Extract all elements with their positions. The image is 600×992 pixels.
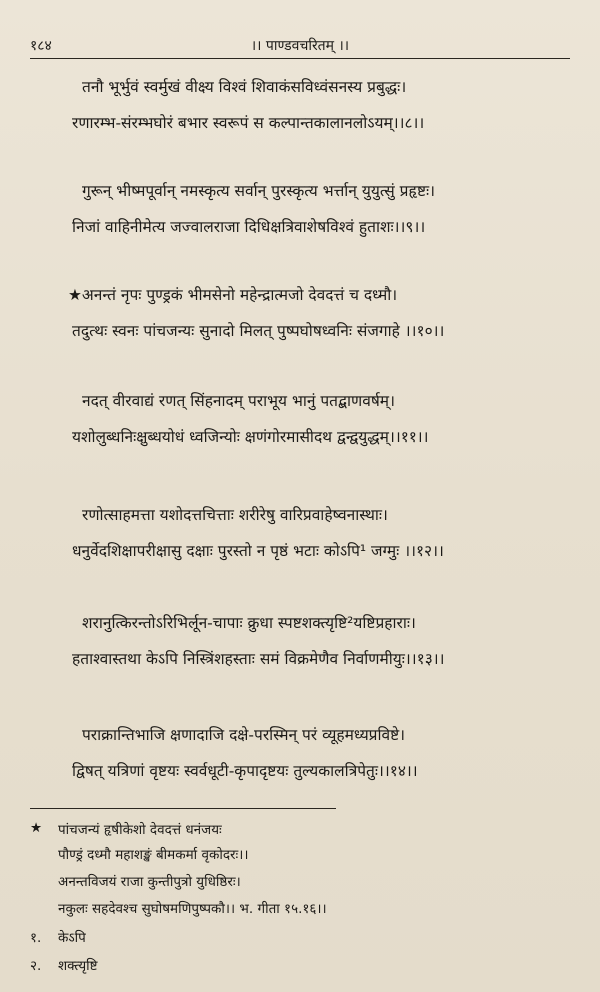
footnote-text: अनन्तविजयं राजा कुन्तीपुत्रो युधिष्ठिरः। [58, 874, 241, 890]
verse-line: द्विषत् यत्रिणां वृष्टयः स्वर्वधूटी-कृपादृष्टयः तुल्यकालत्रिपेतुः।।१४।। [72, 762, 418, 780]
verse-line: रणोत्साहमत्ता यशोदत्तचित्ताः शरीरेषु वारिप्रवाहेष्वनास्थाः। [82, 506, 388, 524]
verse-line: शरानुत्किरन्तोऽरिभिर्लून-चापाः क्रुधा स्पष्टशक्त्यृष्टि²यष्टिप्रहाराः। [82, 614, 416, 632]
footnote-marker: ★ [30, 820, 43, 836]
footnote-text: केऽपि [58, 930, 86, 946]
running-title: ।। पाण्डवचरितम् ।। [250, 38, 350, 54]
verse-line: तनौ भूर्भुवं स्वर्मुखं वीक्ष्य विश्वं शिवाकंसविध्वंसनस्य प्रबुद्धः। [82, 78, 407, 96]
verse-line: पराक्रान्तिभाजि क्षणादाजि दक्षे-परस्मिन् परं व्यूहमध्यप्रविष्टे। [82, 726, 406, 744]
footnote-marker: २. [30, 958, 42, 974]
verse-line: नदत् वीरवाद्यं रणत् सिंहनादम् पराभूय भानुं पतद्बाणवर्षम्। [82, 392, 395, 410]
verse-line: हताश्वास्तथा केऽपि निस्त्रिंशहस्ताः समं विक्रमेणैव निर्वाणमीयुः।।१३।। [72, 650, 445, 668]
footnote-rule [30, 808, 336, 809]
verse-line: ★अनन्तं नृपः पुण्ड्रकं भीमसेनो महेन्द्रात्मजो देवदत्तं च दध्मौ। [68, 286, 398, 304]
page-header [30, 36, 570, 56]
verse-line: निजां वाहिनीमेत्य जज्वालराजा दिधिक्षत्रिवाशेषविश्वं हुताशः।।९।। [72, 218, 426, 236]
footnote-text: नकुलः सहदेवश्च सुघोषमणिपुष्पकौ।। भ. गीता १५.१६।। [58, 901, 327, 917]
header-rule [30, 58, 570, 59]
footnote-text: शक्त्यृष्टि [58, 958, 98, 974]
verse-line: यशोलुब्धनिःक्षुब्धयोधं ध्वजिन्योः क्षणंगोरमासीदथ द्वन्द्वयुद्धम्।।११।। [72, 428, 429, 446]
verse-line: धनुर्वेदशिक्षापरीक्षासु दक्षाः पुरस्तो न पृष्ठं भटाः कोऽपि¹ जग्मुः ।।१२।। [72, 542, 444, 560]
footnote-marker: १. [30, 930, 42, 946]
footnote-text: पांचजन्यं हृषीकेशो देवदत्तं धनंजयः [58, 822, 222, 838]
footnote-text: पौण्ड्रं दध्मौ महाशङ्खं बीमकर्मा वृकोदरः।। [58, 847, 249, 863]
verse-line: गुरून् भीष्मपूर्वान् नमस्कृत्य सर्वान् पुरस्कृत्य भर्त्तान् युयुत्सुं प्रहृष्टः। [82, 182, 436, 200]
verse-line: तदुत्थः स्वनः पांचजन्यः सुनादो मिलत् पुष्पघोषध्वनिः संजगाहे ।।१०।। [72, 322, 445, 340]
page-number: १८४ [30, 38, 52, 54]
verse-line: रणारम्भ-संरम्भघोरं बभार स्वरूपं स कल्पान्तकालानलोऽयम्।।८।। [72, 114, 425, 132]
